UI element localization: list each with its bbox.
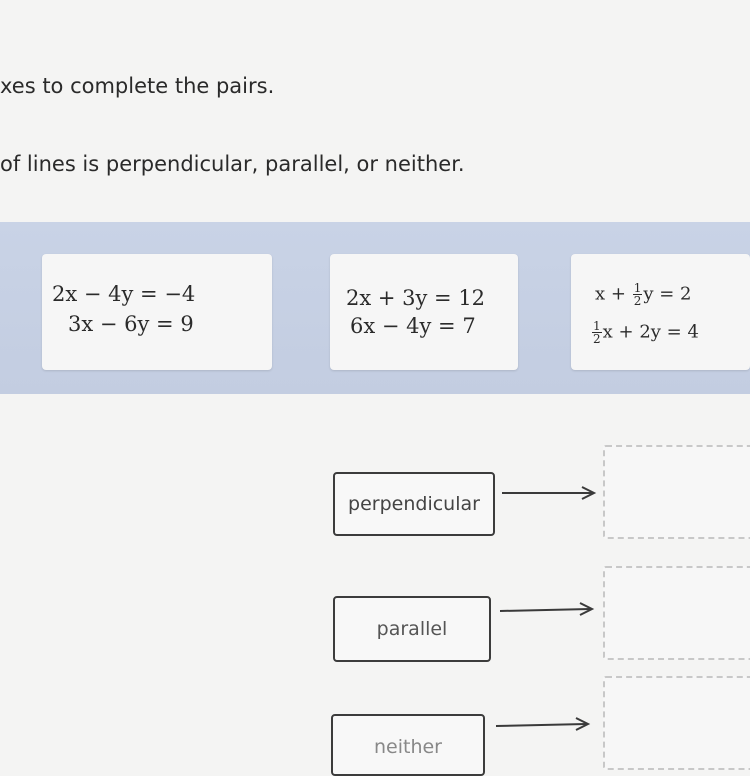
equation-tile-3-eq2 bbox=[591, 320, 699, 345]
equation-tile-2[interactable] bbox=[330, 254, 518, 370]
arrow-icon bbox=[500, 483, 600, 503]
label-perpendicular: perpendicular bbox=[333, 472, 495, 536]
equation-tile-3[interactable] bbox=[571, 254, 750, 370]
drop-target-2[interactable] bbox=[603, 566, 750, 660]
label-neither: neither bbox=[331, 714, 485, 776]
equation-tile-1-eq1: 2x − 4y = −4 bbox=[52, 282, 196, 306]
equation-tile-3-eq1 bbox=[595, 282, 691, 307]
equation-tile-2-eq1: 2x + 3y = 12 bbox=[346, 286, 486, 310]
frac-num: 1 bbox=[633, 281, 642, 295]
eq3a-post: y = 2 bbox=[643, 283, 692, 305]
equation-tile-2-eq2: 6x − 4y = 7 bbox=[350, 314, 476, 338]
frac-den: 2 bbox=[593, 332, 601, 346]
arrow-icon bbox=[494, 714, 594, 734]
instruction-line-1: xes to complete the pairs. bbox=[0, 74, 275, 98]
drop-target-3[interactable] bbox=[603, 676, 750, 770]
fraction-half bbox=[592, 320, 602, 345]
eq3b-post: x + 2y = 4 bbox=[602, 321, 699, 343]
frac-den: 2 bbox=[633, 294, 642, 308]
instruction-line-2: of lines is perpendicular, parallel, or neither. bbox=[0, 152, 465, 176]
frac-num: 1 bbox=[593, 319, 601, 333]
drop-target-1[interactable] bbox=[603, 445, 750, 539]
label-parallel: parallel bbox=[333, 596, 491, 662]
fraction-half bbox=[633, 282, 643, 307]
equation-tile-1-eq2: 3x − 6y = 9 bbox=[68, 312, 194, 336]
eq3a-pre: x + bbox=[595, 283, 632, 305]
equation-tile-1[interactable] bbox=[42, 254, 272, 370]
arrow-icon bbox=[498, 600, 598, 620]
